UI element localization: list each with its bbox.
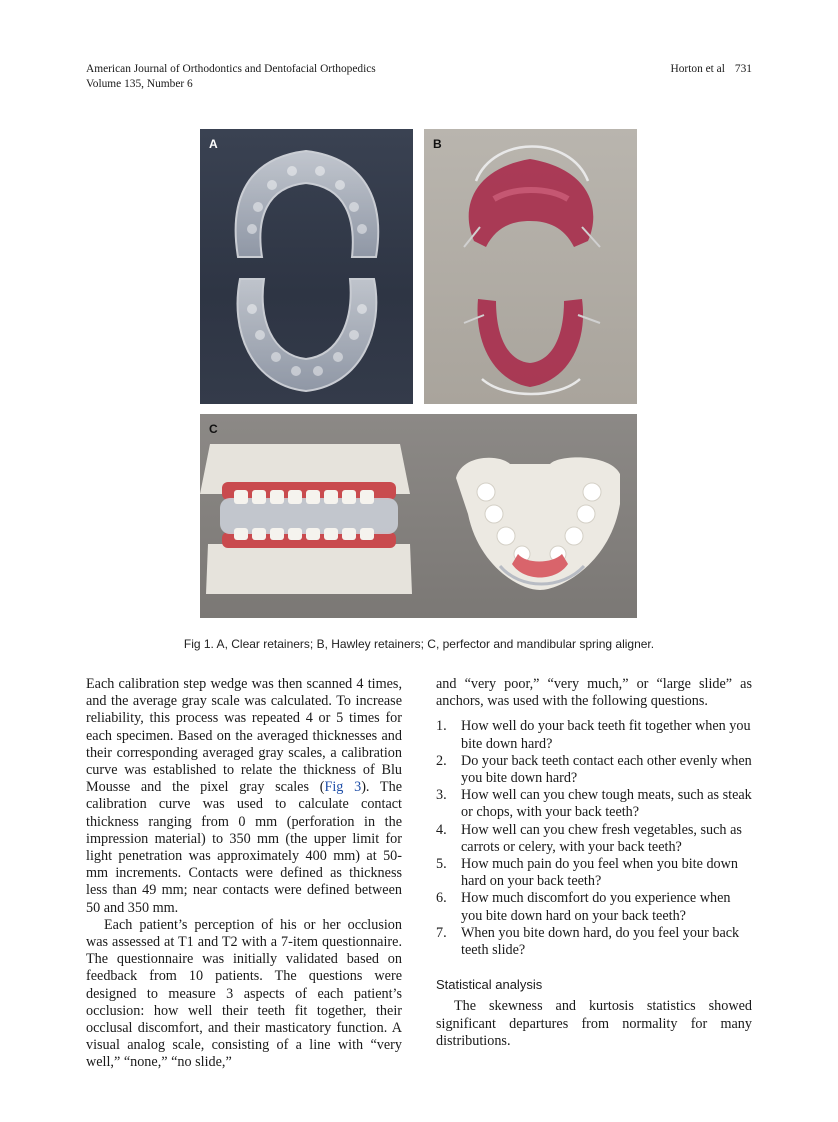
panel-label-a: A xyxy=(209,137,218,151)
paragraph-statistics: The skewness and kurtosis statistics showed significant departures from normality for many distributions. xyxy=(436,998,752,1049)
page-number: 731 xyxy=(734,63,752,75)
figure-panel-a-clear-retainers xyxy=(200,129,413,404)
figure-panel-b-hawley-retainers xyxy=(424,129,637,404)
paragraph-calibration xyxy=(86,676,402,917)
list-item: 1. How well do your back teeth fit together when you bite down hard? xyxy=(436,718,751,752)
panel-label-b: B xyxy=(433,137,442,151)
list-item: 7. When you bite down hard, do you feel your back teeth slide? xyxy=(436,924,740,959)
figure-panel-c-positioner-aligner xyxy=(200,414,637,618)
questionnaire-list xyxy=(436,718,752,959)
list-item: 2. Do your back teeth contact each other evenly when you bite down hard? xyxy=(436,752,752,787)
right-column xyxy=(436,676,752,1050)
running-header-right xyxy=(671,62,753,77)
running-authors: Horton et al xyxy=(670,63,725,75)
running-header-left xyxy=(86,62,376,92)
figure-caption: Fig 1. A, Clear retainers; B, Hawley retainers; C, perfector and mandibular spring aligner. xyxy=(183,637,655,651)
left-column xyxy=(86,676,402,1072)
list-item: 5. How much pain do you feel when you bite down hard on your back teeth? xyxy=(436,856,738,890)
positioner-aligner-photo xyxy=(200,414,637,618)
hawley-retainers-photo xyxy=(424,129,637,404)
paragraph-text: ). The calibration curve was used to calculate contact thickness ranging from 0 mm (perforation in the impression material) to 350 mm (the upper limit for light penetration was approximately 400 mm) at 50-mm increments. Contacts were defined as thickness less than 49 mm; near contacts were defined between 50 and 350 mm. xyxy=(86,779,402,916)
paragraph-anchors: and “very poor,” “very much,” or “large slide” as anchors, was used with the following questions. xyxy=(436,676,752,710)
clear-retainers-photo xyxy=(200,129,413,404)
journal-volume: Volume 135, Number 6 xyxy=(86,78,193,90)
journal-name: American Journal of Orthodontics and Dentofacial Orthopedics xyxy=(86,63,376,75)
section-heading: Statistical analysis xyxy=(436,977,543,993)
paragraph-text: Each calibration step wedge was then scanned 4 times, and the average gray scale was calculated. To increase reliability, this process was repeated 4 or 5 times for each specimen. Based on the averaged thicknesses and their corresponding averaged gray scales, a calibration curve was established to relate the thickness of Blu Mousse and the pixel gray scales ( xyxy=(86,676,402,796)
panel-label-c: C xyxy=(209,422,218,436)
list-item: 3. How well can you chew tough meats, such as steak or chops, with your back teeth? xyxy=(436,787,752,821)
list-item: 6. How much discomfort do you experience when you bite down hard on your back teeth? xyxy=(436,890,731,924)
list-item: 4. How well can you chew fresh vegetables, such as carrots or celery, with your back teeth? xyxy=(436,821,742,855)
paragraph-questionnaire: Each patient’s perception of his or her occlusion was assessed at T1 and T2 with a 7-item questionnaire. The questionnaire was initially validated based on feedback from 10 patients. The questions were designed to measure 3 aspects of each patient’s occlusion: how well their teeth fit together, their occlusal discomfort, and their masticatory function. A visual analog scale, consisting of a line with “very well,” “none,” “no slide,” xyxy=(86,916,402,1071)
figure-reference-link[interactable]: Fig 3 xyxy=(324,779,362,796)
